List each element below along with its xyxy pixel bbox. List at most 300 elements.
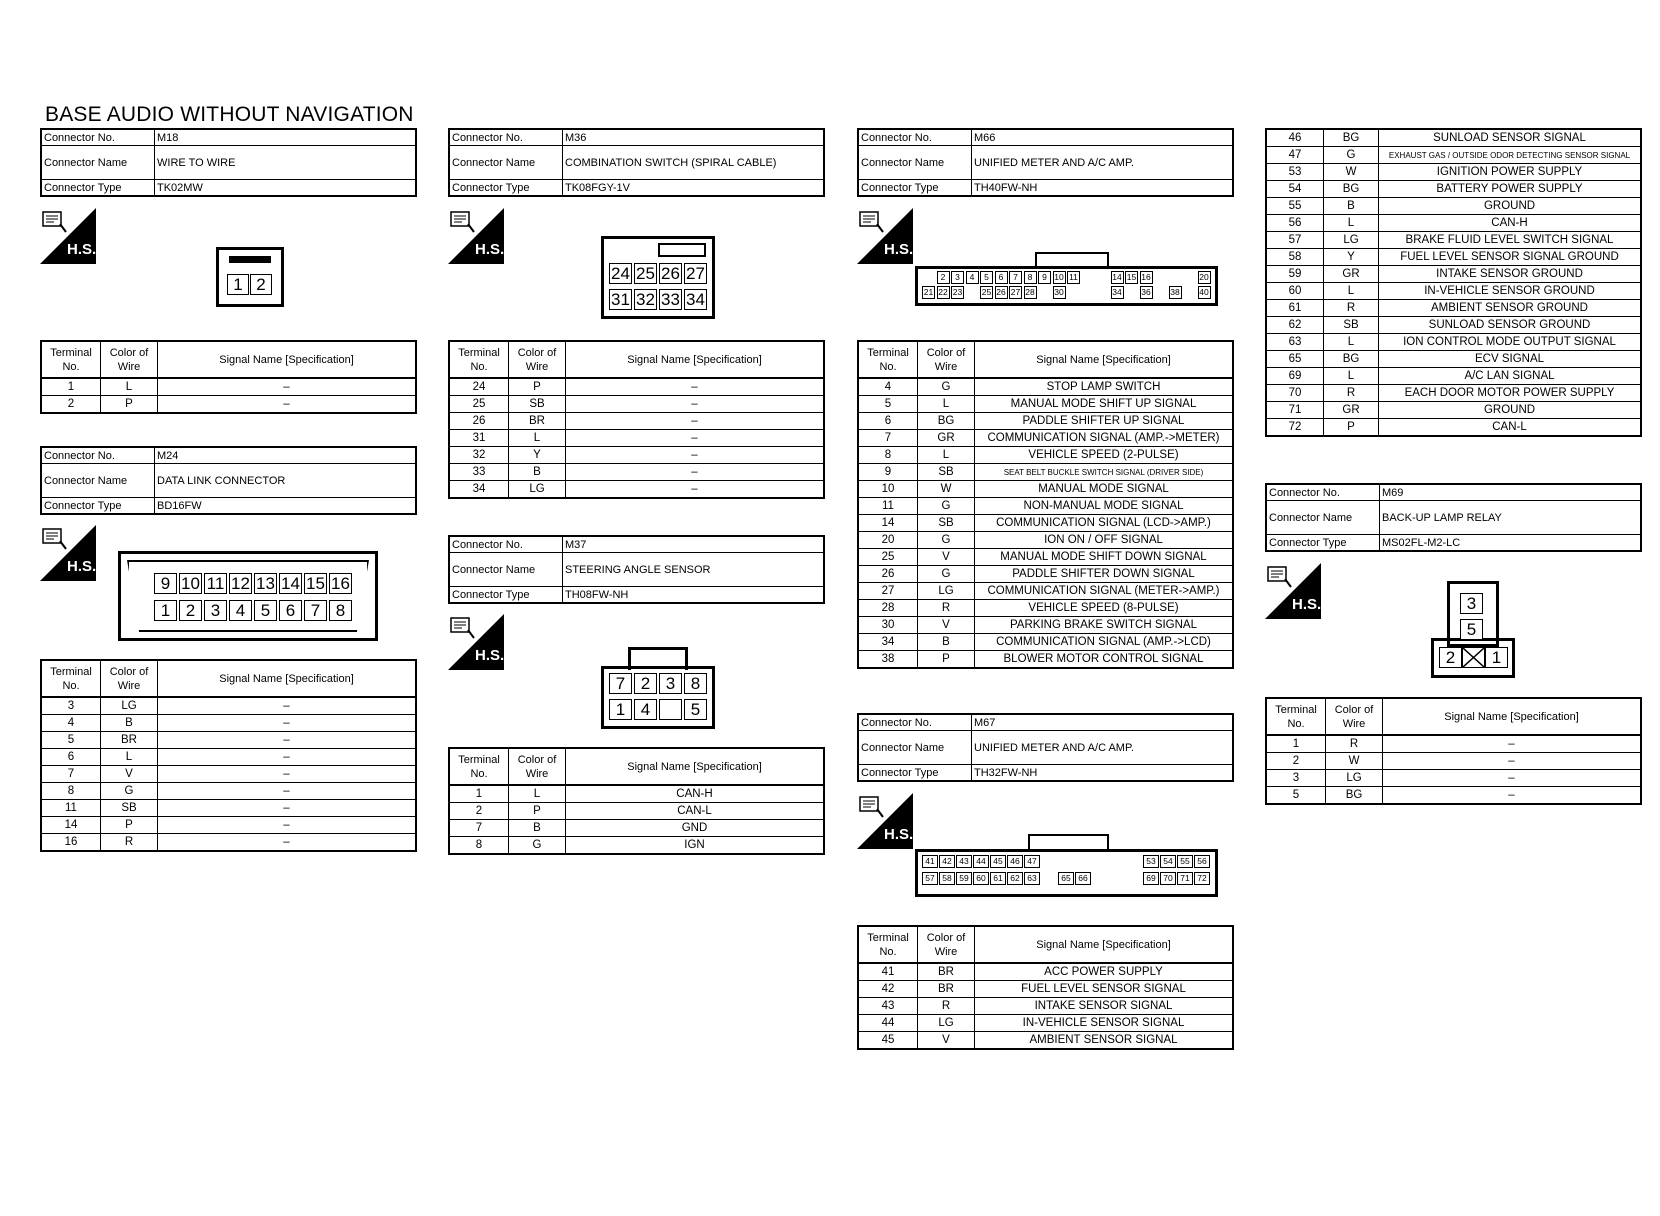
table-row [1266,368,1641,385]
signal-name: CAN-L [1379,419,1642,437]
signal-name: – [158,834,417,852]
terminal-no: 63 [1266,334,1324,351]
connector-pin: 32 [634,289,657,310]
info-label: Connector Type [449,180,563,197]
signal-name: BATTERY POWER SUPPLY [1379,181,1642,198]
connector-pin: 23 [952,287,963,297]
terminal-no: 8 [858,447,918,464]
connector-pin: 42 [939,855,955,868]
table-row [449,464,824,481]
m69-connector-no: M69 [1380,484,1642,501]
table-row [858,430,1233,447]
m67-connector-no: M67 [972,714,1234,731]
info-label: Connector No. [41,129,155,146]
terminal-no: 20 [858,532,918,549]
info-label: Connector No. [449,129,563,146]
terminal-no: 65 [1266,351,1324,368]
connector-pin: 1 [609,699,632,720]
info-label: Connector Name [858,146,972,180]
m69-info-row-name [1266,501,1641,535]
table-row [449,447,824,464]
m37-info-table [448,535,825,604]
signal-name: PADDLE SHIFTER DOWN SIGNAL [975,566,1234,583]
pin-table-header [41,341,416,378]
wire-color: BG [1326,787,1383,805]
hs-label: H.S. [67,241,97,258]
wire-color: B [918,634,975,651]
table-row [449,430,824,447]
signal-name: EXHAUST GAS / OUTSIDE ODOR DETECTING SENSOR SIGNAL [1379,147,1642,164]
signal-name: SUNLOAD SENSOR SIGNAL [1379,129,1642,147]
connector-pin: 59 [956,872,972,885]
connector-pin: 9 [1038,271,1051,284]
terminal-no: 2 [1266,753,1326,770]
m69-hs-icon [1265,563,1321,619]
signal-name: PADDLE SHIFTER UP SIGNAL [975,413,1234,430]
signal-name: MANUAL MODE SIGNAL [975,481,1234,498]
wire-color: V [918,1032,975,1050]
m67-pin-table [857,925,1234,1050]
terminal-no-header: Terminal No. [41,341,101,378]
signal-name: IGN [566,837,825,855]
wire-color: B [509,820,566,837]
terminal-no: 7 [41,766,101,783]
m66-connector-name: UNIFIED METER AND A/C AMP. [972,146,1234,180]
connector-pin: 31 [609,289,632,310]
connector-pin: 41 [922,855,938,868]
wire-color: GR [1324,266,1379,283]
terminal-no: 70 [1266,385,1324,402]
table-row [41,732,416,749]
info-label: Connector No. [1266,484,1380,501]
signal-name: – [566,447,825,464]
m67-info-row-type [858,765,1233,782]
table-row [858,396,1233,413]
signal-name: CAN-H [566,785,825,803]
info-label: Connector No. [41,447,155,464]
wire-color: LG [918,583,975,600]
connector-pin: 58 [939,872,955,885]
hs-label: H.S. [475,647,505,664]
m18-info-row-no [41,129,416,146]
m66-lock [1035,252,1109,268]
m37-connector-name: STEERING ANGLE SENSOR [563,553,825,587]
table-row [1266,753,1641,770]
terminal-no: 46 [1266,129,1324,147]
table-row [858,481,1233,498]
wire-color: L [918,396,975,413]
m69-connector-type: MS02FL-M2-LC [1380,535,1642,552]
m24-connector-type: BD16FW [155,498,417,515]
wire-color: L [1324,283,1379,300]
color-of-wire-header: Color of Wire [1326,698,1383,735]
wire-color: SB [918,464,975,481]
connector-pin: 8 [684,673,707,694]
wire-color: B [101,715,158,732]
terminal-no: 33 [449,464,509,481]
table-row [449,481,824,499]
m37-connector-type: TH08FW-NH [563,587,825,604]
wire-color: LG [509,481,566,499]
m66-connector-face [915,266,1218,306]
table-row [1266,770,1641,787]
wire-color: LG [918,1015,975,1032]
m66-connector-no: M66 [972,129,1234,146]
connector-pin: 40 [1199,287,1209,297]
connector-pin: 2 [179,600,202,621]
signal-name: – [158,732,417,749]
signal-name: GROUND [1379,198,1642,215]
signal-name-header: Signal Name [Specification] [158,341,417,378]
terminal-no: 10 [858,481,918,498]
m69-info-table [1265,483,1642,552]
wire-color: LG [1324,232,1379,249]
connector-pin: 24 [609,263,632,284]
table-row [1266,385,1641,402]
wire-color: L [101,378,158,396]
connector-pin: 2 [937,271,950,284]
m18-info-row-type [41,180,416,197]
wire-color: SB [918,515,975,532]
connector-pin: 14 [1112,272,1122,282]
connector-pin: 5 [684,699,707,720]
pin-table-header [41,660,416,697]
table-row [858,413,1233,430]
table-row [1266,164,1641,181]
connector-pin: 7 [304,600,327,621]
connector-pin: 22 [938,287,948,297]
signal-name: ION ON / OFF SIGNAL [975,532,1234,549]
table-row [449,396,824,413]
table-row [1266,402,1641,419]
info-label: Connector Name [41,464,155,498]
m18-lock [229,256,271,263]
m66-hs-icon [857,208,913,264]
color-of-wire-header: Color of Wire [509,748,566,785]
signal-name: STOP LAMP SWITCH [975,378,1234,396]
table-row [858,498,1233,515]
wire-color: P [509,803,566,820]
terminal-no: 4 [41,715,101,732]
connector-pin: 10 [1054,272,1064,282]
signal-name: SUNLOAD SENSOR GROUND [1379,317,1642,334]
connector-pin: 70 [1160,872,1176,885]
terminal-no: 27 [858,583,918,600]
table-row [1266,266,1641,283]
page-title: BASE AUDIO WITHOUT NAVIGATION [45,103,414,126]
table-row [858,1032,1233,1050]
m24-connector-no: M24 [155,447,417,464]
terminal-no: 3 [1266,770,1326,787]
table-row [1266,198,1641,215]
table-row [1266,147,1641,164]
terminal-no-header: Terminal No. [1266,698,1326,735]
signal-name: GND [566,820,825,837]
table-row [858,600,1233,617]
m18-info-row-name [41,146,416,180]
connector-pin: 56 [1194,855,1210,868]
wire-color: W [1326,753,1383,770]
wire-color: BR [918,981,975,998]
signal-name: IN-VEHICLE SENSOR SIGNAL [975,1015,1234,1032]
terminal-no: 8 [449,837,509,855]
info-label: Connector Type [858,765,972,782]
wire-color: BR [509,413,566,430]
terminal-no: 55 [1266,198,1324,215]
m18-connector-name: WIRE TO WIRE [155,146,417,180]
connector-pin: 11 [1067,271,1080,284]
wire-color: W [918,481,975,498]
m67-info-table [857,713,1234,782]
m67-hs-icon [857,793,913,849]
table-row [41,800,416,817]
m37-info-row-no [449,536,824,553]
pin-table-header [858,341,1233,378]
m66-pin-table [857,340,1234,669]
signal-name: BRAKE FLUID LEVEL SWITCH SIGNAL [1379,232,1642,249]
table-row [1266,283,1641,300]
signal-name: EACH DOOR MOTOR POWER SUPPLY [1379,385,1642,402]
signal-name: COMMUNICATION SIGNAL (LCD->AMP.) [975,515,1234,532]
m67-connector-name: UNIFIED METER AND A/C AMP. [972,731,1234,765]
m36-info-row-type [449,180,824,197]
info-label: Connector Name [449,553,563,587]
wire-color: L [1324,368,1379,385]
terminal-no: 24 [449,378,509,396]
wire-color: L [509,785,566,803]
table-row [1266,735,1641,753]
terminal-no: 14 [858,515,918,532]
wire-color: G [918,498,975,515]
m67-connector-face [915,849,1218,897]
signal-name: IN-VEHICLE SENSOR GROUND [1379,283,1642,300]
connector-pin: 20 [1199,272,1209,282]
wire-color: BG [918,413,975,430]
wire-color: G [918,532,975,549]
connector-pin: 55 [1177,855,1193,868]
m37-info-row-name [449,553,824,587]
color-of-wire-header: Color of Wire [918,926,975,963]
signal-name-header: Signal Name [Specification] [566,341,825,378]
signal-name: – [1383,753,1642,770]
wire-color: V [101,766,158,783]
table-row [858,963,1233,981]
terminal-no: 71 [1266,402,1324,419]
connector-pin: 66 [1075,872,1091,885]
connector-pin: 14 [279,573,302,594]
terminal-no: 58 [1266,249,1324,266]
wire-color: R [918,600,975,617]
connector-pin: 1 [227,274,249,295]
m37-connector-face [601,666,715,729]
signal-name: VEHICLE SPEED (8-PULSE) [975,600,1234,617]
table-row [1266,181,1641,198]
wire-color: R [918,998,975,1015]
m67-info-row-no [858,714,1233,731]
terminal-no: 9 [858,464,918,481]
terminal-no: 3 [41,697,101,715]
wire-color: Y [1324,249,1379,266]
hs-label: H.S. [884,826,914,843]
connector-pin: 54 [1160,855,1176,868]
terminal-no: 47 [1266,147,1324,164]
signal-name: A/C LAN SIGNAL [1379,368,1642,385]
terminal-no: 45 [858,1032,918,1050]
table-row [858,651,1233,669]
pin-table-header [1266,698,1641,735]
connector-pin: 44 [973,855,989,868]
connector-pin: 3 [659,673,682,694]
terminal-no: 8 [41,783,101,800]
terminal-no: 2 [449,803,509,820]
wire-color: G [101,783,158,800]
connector-pin: 60 [973,872,989,885]
table-row [1266,129,1641,147]
wire-color: BR [101,732,158,749]
connector-pin: 15 [1126,272,1137,282]
terminal-no: 1 [41,378,101,396]
signal-name: VEHICLE SPEED (2-PULSE) [975,447,1234,464]
signal-name: – [566,430,825,447]
terminal-no: 6 [41,749,101,766]
table-row [449,820,824,837]
wire-color: Y [509,447,566,464]
table-row [858,634,1233,651]
wire-color: LG [101,697,158,715]
wire-color: B [509,464,566,481]
table-row [449,413,824,430]
color-of-wire-header: Color of Wire [509,341,566,378]
connector-pin: 6 [279,600,302,621]
connector-pin: 72 [1194,872,1210,885]
terminal-no: 41 [858,963,918,981]
m37-pin-table [448,747,825,855]
table-row [1266,334,1641,351]
wire-color: SB [509,396,566,413]
wire-color: SB [1324,317,1379,334]
terminal-no: 5 [1266,787,1326,805]
wire-color: GR [1324,402,1379,419]
terminal-no: 42 [858,981,918,998]
signal-name: COMMUNICATION SIGNAL (METER->AMP.) [975,583,1234,600]
wire-color: R [1324,300,1379,317]
wire-color: G [1324,147,1379,164]
terminal-no: 16 [41,834,101,852]
wire-color: G [509,837,566,855]
terminal-no: 60 [1266,283,1324,300]
table-row [41,817,416,834]
info-label: Connector Type [858,180,972,197]
terminal-no: 38 [858,651,918,669]
m36-info-row-no [449,129,824,146]
hs-label: H.S. [475,241,505,258]
m36-connector-face [601,236,715,319]
m36-hs-icon [448,208,504,264]
signal-name: BLOWER MOTOR CONTROL SIGNAL [975,651,1234,669]
table-row [858,1015,1233,1032]
wire-color: V [918,549,975,566]
table-row [449,837,824,855]
connector-pin: 27 [684,263,707,284]
terminal-no: 43 [858,998,918,1015]
table-row [858,532,1233,549]
terminal-no: 31 [449,430,509,447]
wire-color: L [101,749,158,766]
info-label: Connector Name [1266,501,1380,535]
connector-pin: 2 [1439,647,1462,668]
connector-pin: 33 [659,289,682,310]
connector-pin: 26 [659,263,682,284]
connector-pin: 25 [634,263,657,284]
table-row [1266,419,1641,437]
m66-info-table [857,128,1234,197]
table-row [41,783,416,800]
terminal-no: 26 [449,413,509,430]
m37-info-row-type [449,587,824,604]
m69-connector-name: BACK-UP LAMP RELAY [1380,501,1642,535]
color-of-wire-header: Color of Wire [918,341,975,378]
info-label: Connector Name [449,146,563,180]
m36-info-row-name [449,146,824,180]
table-row [1266,317,1641,334]
terminal-no: 5 [41,732,101,749]
color-of-wire-header: Color of Wire [101,341,158,378]
m18-info-table [40,128,417,197]
signal-name-header: Signal Name [Specification] [975,341,1234,378]
wire-color: P [101,817,158,834]
signal-name: CAN-H [1379,215,1642,232]
connector-pin: 65 [1058,872,1074,885]
connector-pin: 5 [1460,619,1483,640]
m18-pin-table [40,340,417,414]
hs-label: H.S. [884,241,914,258]
signal-name-header: Signal Name [Specification] [566,748,825,785]
signal-name: COMMUNICATION SIGNAL (AMP.->LCD) [975,634,1234,651]
m66-info-row-type [858,180,1233,197]
m66-connector-type: TH40FW-NH [972,180,1234,197]
wire-color: P [918,651,975,669]
wire-color: R [1324,385,1379,402]
signal-name: ECV SIGNAL [1379,351,1642,368]
connector-pin: 3 [1460,593,1483,614]
connector-pin: 45 [990,855,1006,868]
table-row [858,464,1233,481]
table-row [858,583,1233,600]
table-row [449,803,824,820]
connector-pin: 34 [684,289,707,310]
signal-name-header: Signal Name [Specification] [1383,698,1642,735]
signal-name: – [566,396,825,413]
connector-pin: 69 [1143,872,1159,885]
m36-connector-name: COMBINATION SWITCH (SPIRAL CABLE) [563,146,825,180]
terminal-no: 1 [1266,735,1326,753]
wire-color: V [918,617,975,634]
wire-color: L [509,430,566,447]
signal-name: AMBIENT SENSOR GROUND [1379,300,1642,317]
info-label: Connector Name [41,146,155,180]
m69-empty-cavity [1462,647,1485,668]
signal-name: – [566,378,825,396]
m36-connector-no: M36 [563,129,825,146]
wire-color: P [101,396,158,414]
connector-pin: 34 [1112,287,1122,297]
terminal-no: 69 [1266,368,1324,385]
m36-pin-table [448,340,825,499]
pin-table-header [858,926,1233,963]
connector-pin: 63 [1024,872,1040,885]
terminal-no: 56 [1266,215,1324,232]
pin-table-header [449,341,824,378]
